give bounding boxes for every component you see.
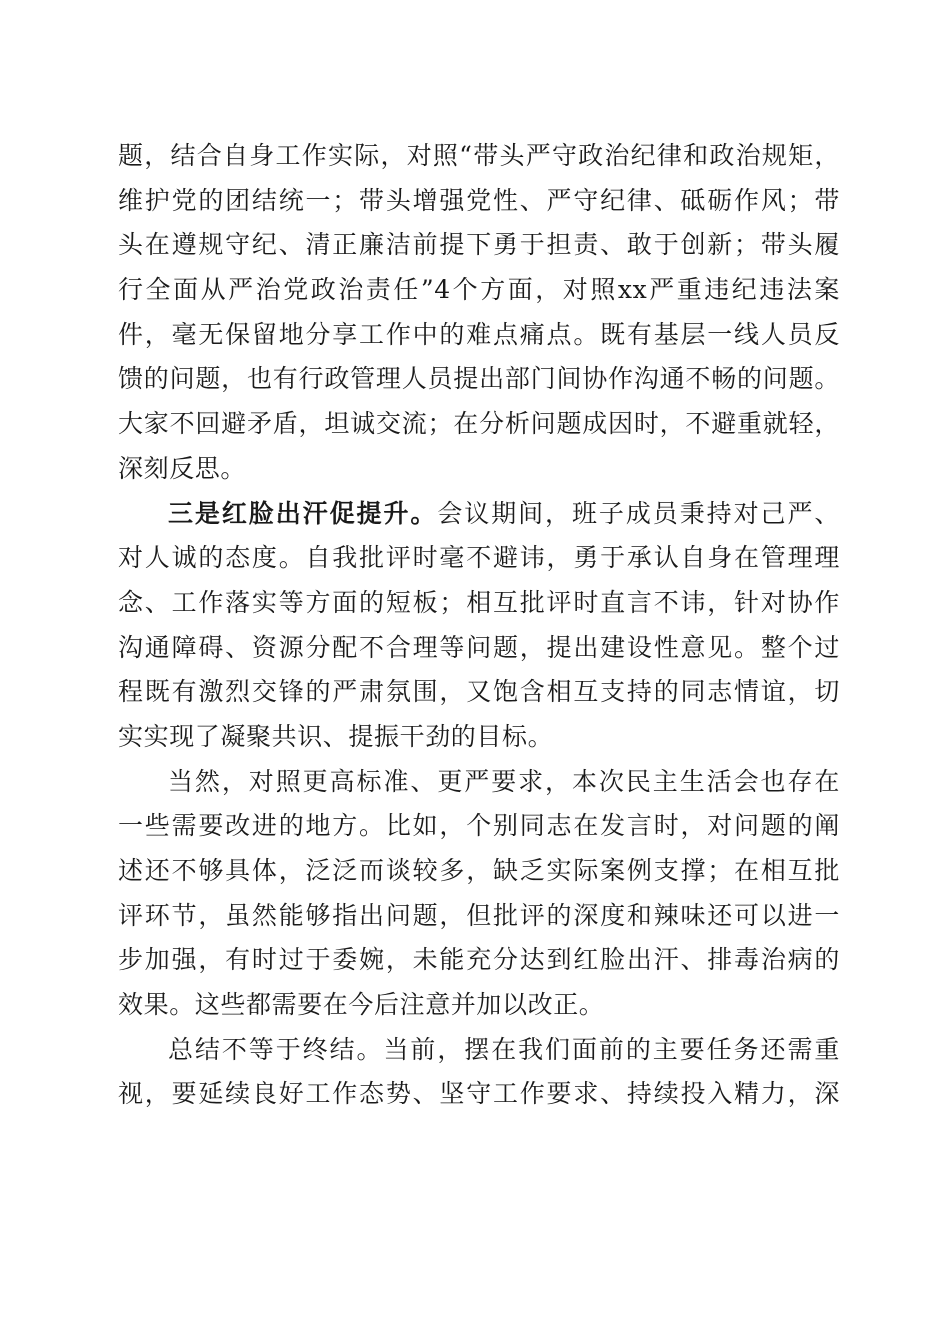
text-line: 述还不够具体，泛泛而谈较多，缺乏实际案例支撑；在相互批 [118,856,840,885]
text-line: 一些需要改进的地方。比如，个别同志在发言时，对问题的阐 [118,811,840,841]
text-line: 步加强，有时过于委婉，未能充分达到红脸出汗、排毒治病的 [118,945,840,975]
paragraph-2 [118,492,840,760]
text-line: 行全面从严治党政治责任”4个方面，对照xx严重违纪违法案 [118,275,840,305]
text-line: 件，毫无保留地分享工作中的难点痛点。既有基层一线人员反 [118,319,840,349]
text-line: 评环节，虽然能够指出问题，但批评的深度和辣味还可以进一 [118,900,840,930]
text-line: 深刻反思。 [118,453,247,483]
paragraph-3 [118,760,840,1028]
text-line: 念、工作落实等方面的短板；相互批评时直言不讳，针对协作 [118,587,840,617]
text-line: 视，要延续良好工作态势、坚守工作要求、持续投入精力，深 [118,1079,840,1109]
section-heading: 三是红脸出汗促提升。 [168,498,438,528]
document-body [118,134,840,1117]
text-line: 对人诚的态度。自我批评时毫不避讳，勇于承认自身在管理理 [118,543,840,573]
text-line [118,492,840,537]
text-line: 效果。这些都需要在今后注意并加以改正。 [118,990,605,1020]
text-line: 馈的问题，也有行政管理人员提出部门间协作沟通不畅的问题。 [118,364,840,394]
text-line: 当然，对照更高标准、更严要求，本次民主生活会也存在 [168,766,840,796]
text-line: 实实现了凝聚共识、提振干劲的目标。 [118,721,554,751]
text-line: 总结不等于终结。当前，摆在我们面前的主要任务还需重 [168,1034,840,1064]
text-segment: 会议期间，班子成员秉持对己严、 [437,498,840,528]
text-line: 大家不回避矛盾，坦诚交流；在分析问题成因时，不避重就轻， [118,409,840,439]
text-line: 头在遵规守纪、清正廉洁前提下勇于担责、敢于创新；带头履 [118,230,840,260]
text-line: 沟通障碍、资源分配不合理等问题，提出建设性意见。整个过 [118,632,840,662]
text-line: 维护党的团结统一；带头增强党性、严守纪律、砥砺作风；带 [118,185,840,215]
text-line: 题，结合自身工作实际，对照“带头严守政治纪律和政治规矩， [118,141,840,170]
paragraph-1 [118,134,840,492]
paragraph-4 [118,1028,840,1117]
text-line: 程既有激烈交锋的严肃氛围，又饱含相互支持的同志情谊，切 [118,677,840,707]
